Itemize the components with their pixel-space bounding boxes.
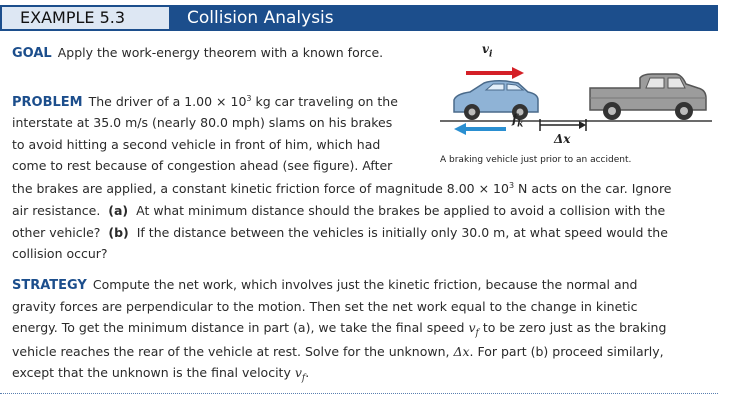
fk-label: $f_k$ (512, 112, 524, 130)
problem-line-7: other vehicle? (b) If the distance between the vehicles is initially only 30.0 m, at what speed would the (12, 225, 668, 240)
problem-line-8: collision occur? (12, 246, 108, 261)
problem-line-3: to avoid hitting a second vehicle in front of him, which had (12, 137, 381, 152)
problem-label: PROBLEM (12, 95, 83, 110)
velocity-arrow (466, 67, 524, 79)
strategy-line-3: energy. To get the minimum distance in part (a), we take the final speed $v_f$ to be zero just as the braking (12, 320, 667, 339)
strategy-line-4: vehicle reaches the rear of the vehicle at rest. Solve for the unknown, Δx. For part (b) proceed similarly, (12, 344, 664, 359)
part-a-text: At what minimum distance should the brakes be applied to avoid a collision with the (136, 203, 666, 218)
dx-label: Δx (554, 132, 571, 146)
vi-label: $v_i$ (482, 42, 493, 60)
collision-figure (440, 42, 720, 170)
problem-line-6: air resistance. (a) At what minimum distance should the brakes be applied to avoid a collision with the (12, 203, 666, 218)
problem-line-5: the brakes are applied, a constant kinetic friction force of magnitude $8.00 \times 10^3$ N acts on the car. Ignore (12, 180, 672, 196)
part-a-label: (a) (108, 203, 129, 218)
strategy-line-2: gravity forces are perpendicular to the motion. Then set the net work equal to the change in kinetic (12, 299, 638, 314)
strategy-label: STRATEGY (12, 278, 87, 293)
goal-label: GOAL (12, 46, 52, 61)
part-b-label: (b) (108, 225, 129, 240)
car-icon (454, 81, 538, 120)
strategy-line-5: except that the unknown is the final velocity $v_f$. (12, 365, 310, 384)
goal-text: Apply the work-energy theorem with a known force. (57, 45, 384, 60)
example-header (0, 5, 739, 31)
part-b-text: If the distance between the vehicles is initially only 30.0 m, at what speed would the (136, 225, 668, 240)
friction-arrow (454, 123, 506, 135)
example-label: EXAMPLE 5.3 (0, 5, 171, 31)
example-title: Collision Analysis (171, 5, 718, 31)
problem-line-1: PROBLEM The driver of a $1.00 \times 10^3$ kg car traveling on the (12, 93, 398, 110)
problem-line-4: come to rest because of congestion ahead (see figure). After (12, 158, 393, 173)
strategy-line-1: STRATEGY Compute the net work, which involves just the kinetic friction, because the normal and (12, 277, 638, 293)
goal-section (12, 45, 383, 61)
truck-icon (590, 74, 706, 120)
problem-line-2: interstate at 35.0 m/s (nearly 80.0 mph) slams on his brakes (12, 115, 393, 130)
figure-illustration (440, 42, 720, 152)
figure-caption: A braking vehicle just prior to an accident. (440, 155, 632, 165)
section-divider (0, 393, 718, 394)
